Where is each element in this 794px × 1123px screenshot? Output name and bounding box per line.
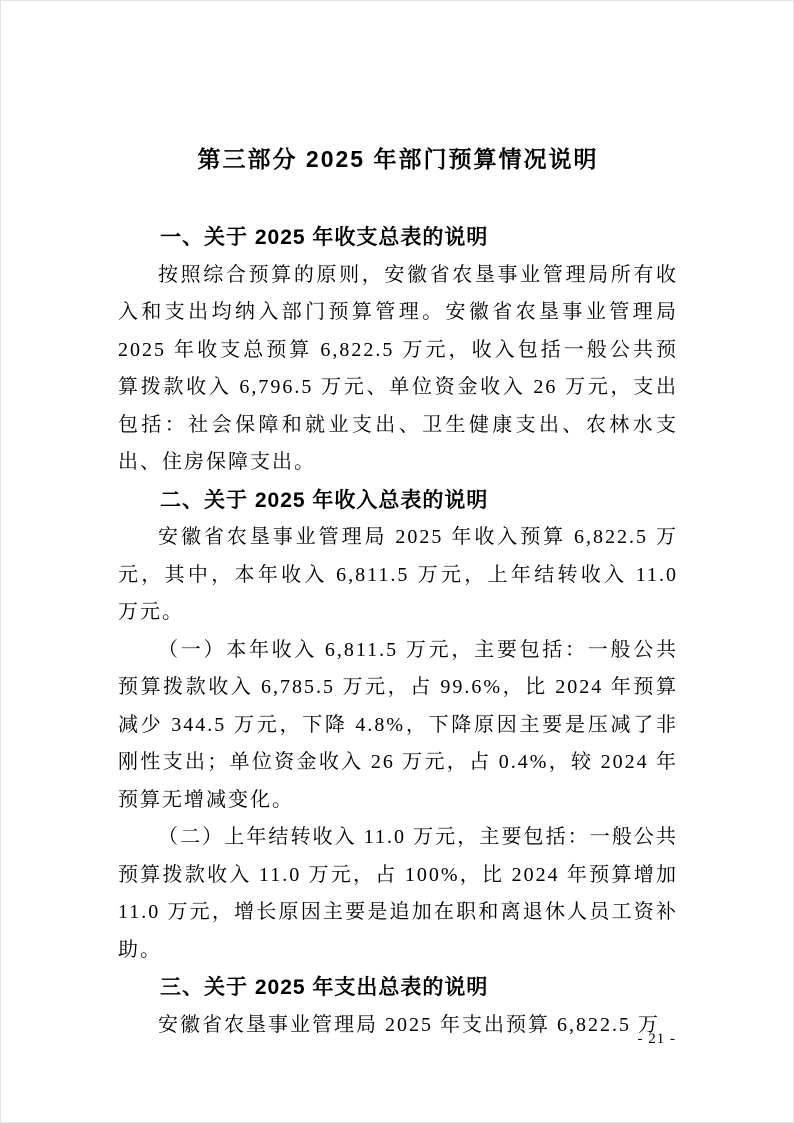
paragraph: 按照综合预算的原则，安徽省农垦事业管理局所有收入和支出均纳入部门预算管理。安徽省农垦事业管理局 2025 年收支总预算 6,822.5 万元，收入包括一般公共预算拨款收入 6,796.5 万元、单位资金收入 26 万元，支出包括：社会保障和就业支出、卫生健康支出、农林水支出、住房保障支出。 — [118, 263, 678, 473]
document-content — [118, 141, 678, 1044]
section-3-heading: 三、关于 2025 年支出总表的说明 — [160, 976, 489, 999]
section-1-heading: 一、关于 2025 年收支总表的说明 — [160, 226, 489, 249]
section-2-heading: 二、关于 2025 年收入总表的说明 — [160, 488, 489, 512]
page-number: - 21 - — [637, 1031, 676, 1047]
paragraph: （一）本年收入 6,811.5 万元，主要包括：一般公共预算拨款收入 6,785.5 万元，占 99.6%，比 2024 年预算减少 344.5 万元，下降 4.8%，下降原因主要是压减了非刚性支出；单位资金收入 26 万元，占 0.4%，较 2024 年预算无增减变化。 — [118, 638, 678, 811]
document-title: 第三部分 2025 年部门预算情况说明 — [197, 146, 599, 172]
paragraph: 安徽省农垦事业管理局 2025 年收入预算 6,822.5 万元，其中，本年收入 6,811.5 万元，上年结转收入 11.0 万元。 — [118, 526, 678, 623]
paragraph: 安徽省农垦事业管理局 2025 年支出预算 6,822.5 万 — [158, 1013, 660, 1036]
section-expenditure-summary — [118, 969, 678, 1044]
section-income-summary — [118, 482, 678, 970]
paragraph: （二）上年结转收入 11.0 万元，主要包括：一般公共预算拨款收入 11.0 万元，占 100%，比 2024 年预算增加 11.0 万元，增长原因主要是追加在职和离退休人员工资补助。 — [118, 826, 678, 961]
section-income-expenditure-summary — [118, 219, 678, 482]
